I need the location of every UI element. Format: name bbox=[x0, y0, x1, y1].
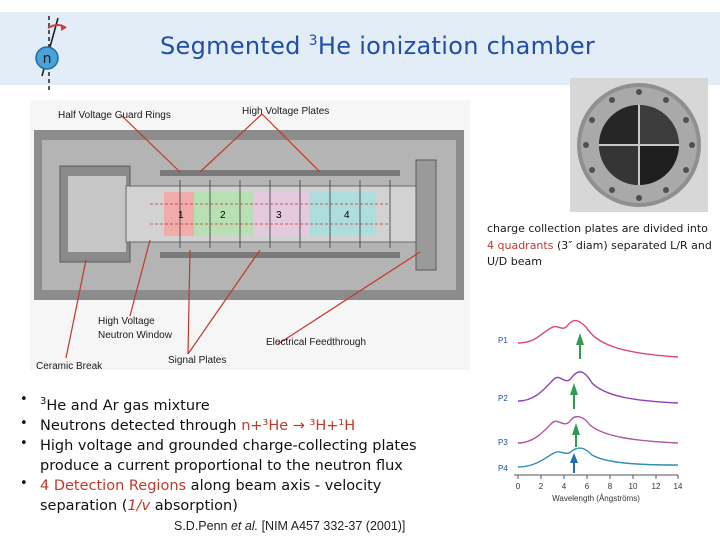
p2-peak-arrow bbox=[570, 383, 578, 395]
x-axis-label: Wavelength (Ångströms) bbox=[552, 494, 640, 503]
collection-plates-photo bbox=[570, 78, 708, 212]
neutron-spin-icon bbox=[28, 16, 70, 92]
chamber-diagram bbox=[30, 100, 470, 370]
x-tick-8: 8 bbox=[607, 482, 613, 491]
x-tick-14: 14 bbox=[673, 482, 682, 491]
bullet-item: • High voltage and grounded charge-collecting plates produce a current proportional to the neutron flux bbox=[20, 435, 417, 474]
x-tick-2: 2 bbox=[538, 482, 544, 491]
label-neutron-window: Neutron Window bbox=[98, 330, 172, 341]
p3-peak-arrow bbox=[572, 423, 580, 435]
series-label-p2: P2 bbox=[498, 394, 508, 403]
series-p3-curve bbox=[518, 417, 678, 443]
region-3-band bbox=[254, 192, 310, 236]
x-tick-10: 10 bbox=[628, 482, 638, 491]
bullet-item: • $^3$He and Ar gas mixture bbox=[20, 392, 210, 414]
x-tick-4: 4 bbox=[561, 482, 567, 491]
series-label-p4: P4 bbox=[498, 464, 508, 473]
x-tick-6: 6 bbox=[584, 482, 590, 491]
label-signal-plates: Signal Plates bbox=[168, 355, 227, 366]
bullet-list bbox=[20, 392, 450, 516]
series-p1-curve bbox=[518, 321, 678, 357]
bullet-item: • Neutrons detected through n+³He → ³H+¹H bbox=[20, 415, 356, 434]
x-tick-0: 0 bbox=[515, 482, 521, 491]
label-ceramic-break: Ceramic Break bbox=[36, 361, 103, 372]
citation: S.D.Penn et al. [NIM A457 332-37 (2001)] bbox=[174, 519, 406, 533]
x-tick-12: 12 bbox=[651, 482, 661, 491]
series-label-p1: P1 bbox=[498, 336, 508, 345]
label-high-voltage: High Voltage bbox=[98, 316, 155, 327]
region-3-label: 3 bbox=[276, 210, 282, 221]
label-electrical-feedthrough: Electrical Feedthrough bbox=[266, 337, 367, 348]
wavelength-spectra-figure bbox=[496, 303, 682, 507]
region-4-band bbox=[310, 192, 376, 236]
p1-peak-arrow bbox=[576, 333, 584, 345]
photo-caption: charge collection plates are divided into 4 quadrants (3″ diam) separated L/R and U/D beam bbox=[487, 222, 712, 268]
bullet-item: • 4 Detection Regions along beam axis - velocity separation (1/v absorption) bbox=[20, 475, 382, 514]
p4-peak-arrow bbox=[570, 453, 578, 463]
series-p2-curve bbox=[518, 372, 678, 403]
label-half-voltage-guard-rings: Half Voltage Guard Rings bbox=[58, 110, 171, 121]
region-1-label: 1 bbox=[178, 210, 184, 221]
neutron-label: n bbox=[42, 51, 52, 67]
series-p4-curve bbox=[518, 448, 678, 467]
label-high-voltage-plates: High Voltage Plates bbox=[242, 106, 330, 117]
slide-title: Segmented $^3$He ionization chamber bbox=[160, 32, 596, 60]
region-4-label: 4 bbox=[344, 210, 350, 221]
chamber-schematic bbox=[30, 100, 470, 370]
region-2-label: 2 bbox=[220, 210, 226, 221]
series-label-p3: P3 bbox=[498, 438, 508, 447]
